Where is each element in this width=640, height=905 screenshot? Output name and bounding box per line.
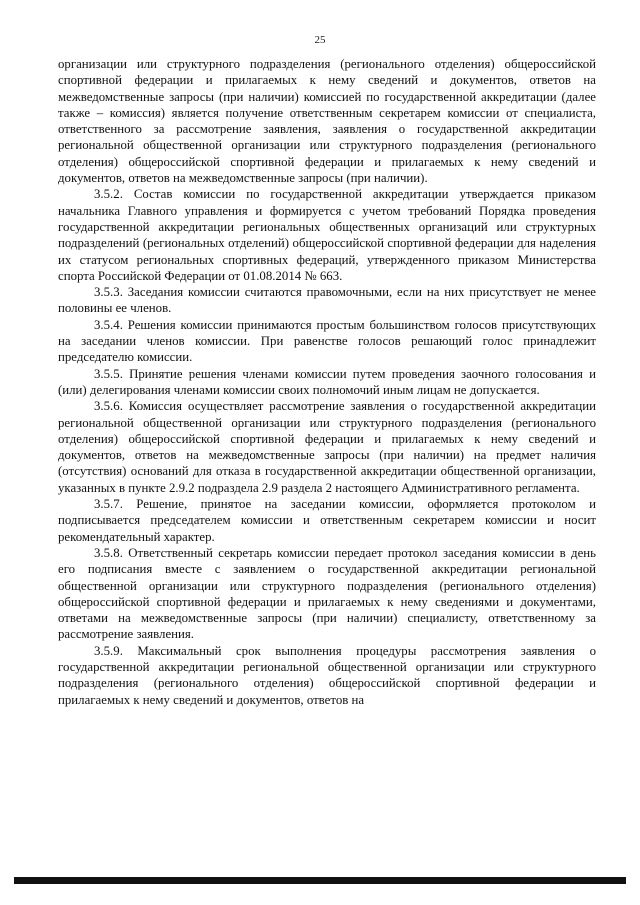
paragraph-3-5-5: 3.5.5. Принятие решения членами комиссии путем проведения заочного голосования и (или) делегирования членами комиссии своих полномочий иным лицам не допускается. [58, 366, 596, 397]
paragraph-3-5-2: 3.5.2. Состав комиссии по государственной аккредитации утверждается приказом начальника Главного управления и формируется с учетом требований Порядка проведения государственной аккредитации региональных общественных организаций или структурных подразделений (региональных отделений) общероссийской спортивной федерации для наделения их статусом региональных спортивных федераций, утвержденного приказом Министерства спорта Российской Федерации от 01.08.2014 № 663. [58, 187, 596, 283]
paragraph-3-5-3: 3.5.3. Заседания комиссии считаются правомочными, если на них присутствует не менее половины ее членов. [58, 285, 596, 316]
paragraph-continuation: организации или структурного подразделения (регионального отделения) общероссийской спортивной федерации и прилагаемых к нему сведений и документов, ответов на межведомственные запросы (при наличии) комиссией по государственной аккредитации (далее также – комиссия) является получение ответственным секретарем комиссии от специалиста, ответственного за рассмотрение заявления, заявления о государственной аккредитации региональной общественной организации или структурного подразделения (регионального отделения) общероссийской спортивной федерации и прилагаемых к нему сведений и документов, ответов на межведомственные запросы (при наличии). [58, 57, 596, 186]
document-body [58, 56, 596, 708]
page-number: 25 [314, 34, 326, 46]
paragraph-3-5-7: 3.5.7. Решение, принятое на заседании комиссии, оформляется протоколом и подписывается председателем комиссии и ответственным секретарем комиссии и носит рекомендательный характер. [58, 497, 596, 544]
paragraph-3-5-4: 3.5.4. Решения комиссии принимаются простым большинством голосов присутствующих на заседании членов комиссии. При равенстве голосов решающий голос принадлежит председателю комиссии. [58, 317, 596, 365]
paragraph-3-5-9: 3.5.9. Максимальный срок выполнения процедуры рассмотрения заявления о государственной аккредитации региональной общественной организации или структурного подразделения (регионального отделения) общероссийской спортивной федерации и прилагаемых к нему сведений и документов, ответов на [58, 643, 596, 707]
scan-footer-bar [14, 877, 626, 884]
paragraph-3-5-8: 3.5.8. Ответственный секретарь комиссии передает протокол заседания комиссии в день его подписания вместе с заявлением о государственной аккредитации региональной общественной организации или структурного подразделения (регионального отделения) общероссийской спортивной федерации и прилагаемых к нему сведениями и документами, ответами на межведомственные запросы (при наличии) специалисту, ответственному за рассмотрение заявления. [58, 545, 596, 642]
paragraph-3-5-6: 3.5.6. Комиссия осуществляет рассмотрение заявления о государственной аккредитации региональной общественной организации или структурного подразделения (регионального отделения) общероссийской спортивной федерации и прилагаемых к нему сведений и документов, ответов на межведомственные запросы (при наличии) на предмет наличия (отсутствия) оснований для отказа в государственной аккредитации общественной организации, указанных в пункте 2.9.2 подраздела 2.9 раздела 2 настоящего Административного регламента. [58, 399, 596, 495]
